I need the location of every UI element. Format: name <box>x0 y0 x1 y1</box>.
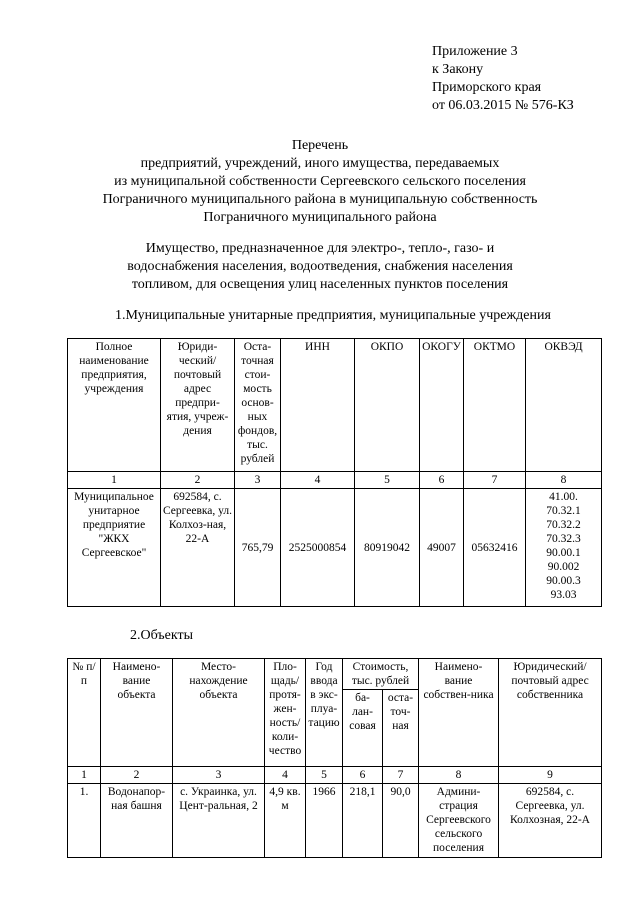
column-number: 7 <box>383 767 419 784</box>
header-cell: ОКТМО <box>464 339 526 472</box>
okved-code: 41.00. <box>549 491 578 503</box>
column-number: 1 <box>68 767 101 784</box>
object-location: с. Украинка, ул. Цент-ральная, 2 <box>173 784 265 858</box>
purpose-text <box>0 240 640 294</box>
document-title <box>0 137 640 227</box>
section1-heading: 1.Муниципальные унитарные предприятия, муниципальные учреждения <box>115 308 551 323</box>
header-cell: ОКПО <box>355 339 420 472</box>
header-cell: Стоимость, тыс. рублей <box>343 659 419 690</box>
column-number: 8 <box>526 472 602 489</box>
okved-code: 70.32.1 <box>546 505 581 517</box>
okved-code: 93.03 <box>550 589 577 601</box>
appendix-line: Приложение 3 <box>432 44 518 59</box>
appendix-line: Приморского края <box>432 80 542 95</box>
column-number: 7 <box>464 472 526 489</box>
appendix-line: от 06.03.2015 № 576-КЗ <box>432 98 574 113</box>
column-number: 1 <box>68 472 161 489</box>
title-line: Пограничного муниципального района <box>203 210 437 225</box>
table-header-row <box>68 659 602 690</box>
object-year: 1966 <box>306 784 343 858</box>
residual-value: 765,79 <box>235 489 281 607</box>
okved-codes <box>526 489 602 607</box>
enterprise-address: 692584, с. Сергеевка, ул. Колхоз-ная, 22-А <box>161 489 235 607</box>
header-cell: Юридический/ почтовый адрес собственника <box>499 659 602 767</box>
column-number: 8 <box>419 767 499 784</box>
column-number: 6 <box>420 472 464 489</box>
column-number: 2 <box>161 472 235 489</box>
column-number: 4 <box>281 472 355 489</box>
header-cell: Оста-точная стои-мость основ-ных фондов, тыс. рублей <box>235 339 281 472</box>
object-balance: 218,1 <box>343 784 383 858</box>
okved-code: 70.32.3 <box>546 533 581 545</box>
appendix-header <box>432 43 574 115</box>
object-owner-address: 692584, с. Сергеевка, ул. Колхозная, 22-А <box>499 784 602 858</box>
header-cell: Наимено-вание объекта <box>101 659 173 767</box>
title-line: Перечень <box>291 138 349 153</box>
column-number-row <box>68 767 602 784</box>
okved-code: 90.002 <box>547 561 580 573</box>
header-cell: № п/п <box>68 659 101 767</box>
okpo-value: 80919042 <box>355 489 420 607</box>
okved-code: 70.32.2 <box>546 519 581 531</box>
title-line: предприятий, учреждений, иного имущества, передаваемых <box>140 156 500 171</box>
appendix-line: к Закону <box>432 62 484 77</box>
okved-code: 90.00.3 <box>546 575 581 587</box>
header-cell: оста-точ-ная <box>383 690 419 767</box>
title-line: Пограничного муниципального района в муниципальную собственность <box>102 192 538 207</box>
object-name: Водонапор-ная башня <box>101 784 173 858</box>
enterprise-name: Муниципальное унитарное предприятие "ЖКХ Сергеевское" <box>68 489 161 607</box>
header-cell: Наимено-вание собствен-ника <box>419 659 499 767</box>
objects-table <box>67 658 602 858</box>
inn-value: 2525000854 <box>281 489 355 607</box>
table-row <box>68 489 602 607</box>
column-number: 3 <box>235 472 281 489</box>
object-residual: 90,0 <box>383 784 419 858</box>
table-row <box>68 784 602 858</box>
column-number: 9 <box>499 767 602 784</box>
purpose-line: топливом, для освещения улиц населенных пунктов поселения <box>131 277 509 292</box>
section2-heading: 2.Объекты <box>130 628 193 643</box>
header-cell: Юриди-ческий/ почтовый адрес предпри-ятия, учреж-дения <box>161 339 235 472</box>
column-number: 2 <box>101 767 173 784</box>
header-cell: Год ввода в экс-плуа-тацию <box>306 659 343 767</box>
header-cell: ба-лан-совая <box>343 690 383 767</box>
column-number: 6 <box>343 767 383 784</box>
header-cell: ОКОГУ <box>420 339 464 472</box>
header-cell: Полное наименование предприятия, учреждения <box>68 339 161 472</box>
table-header-row <box>68 339 602 472</box>
purpose-line: Имущество, предназначенное для электро-, тепло-, газо- и <box>145 241 495 256</box>
object-number: 1. <box>68 784 101 858</box>
object-area: 4,9 кв. м <box>265 784 306 858</box>
enterprises-table <box>67 338 602 607</box>
column-number-row <box>68 472 602 489</box>
okogu-value: 49007 <box>420 489 464 607</box>
header-cell: ОКВЭД <box>526 339 602 472</box>
header-cell: Пло-щадь/ протя-жен-ность/ коли-чество <box>265 659 306 767</box>
purpose-line: водоснабжения населения, водоотведения, снабжения населения <box>127 259 513 274</box>
column-number: 4 <box>265 767 306 784</box>
column-number: 5 <box>306 767 343 784</box>
column-number: 5 <box>355 472 420 489</box>
header-cell: ИНН <box>281 339 355 472</box>
object-owner: Админи-страция Сергеевского сельского поселения <box>419 784 499 858</box>
column-number: 3 <box>173 767 265 784</box>
oktmo-value: 05632416 <box>464 489 526 607</box>
title-line: из муниципальной собственности Сергеевского сельского поселения <box>114 174 526 189</box>
header-cell: Место-нахождение объекта <box>173 659 265 767</box>
okved-code: 90.00.1 <box>546 547 581 559</box>
